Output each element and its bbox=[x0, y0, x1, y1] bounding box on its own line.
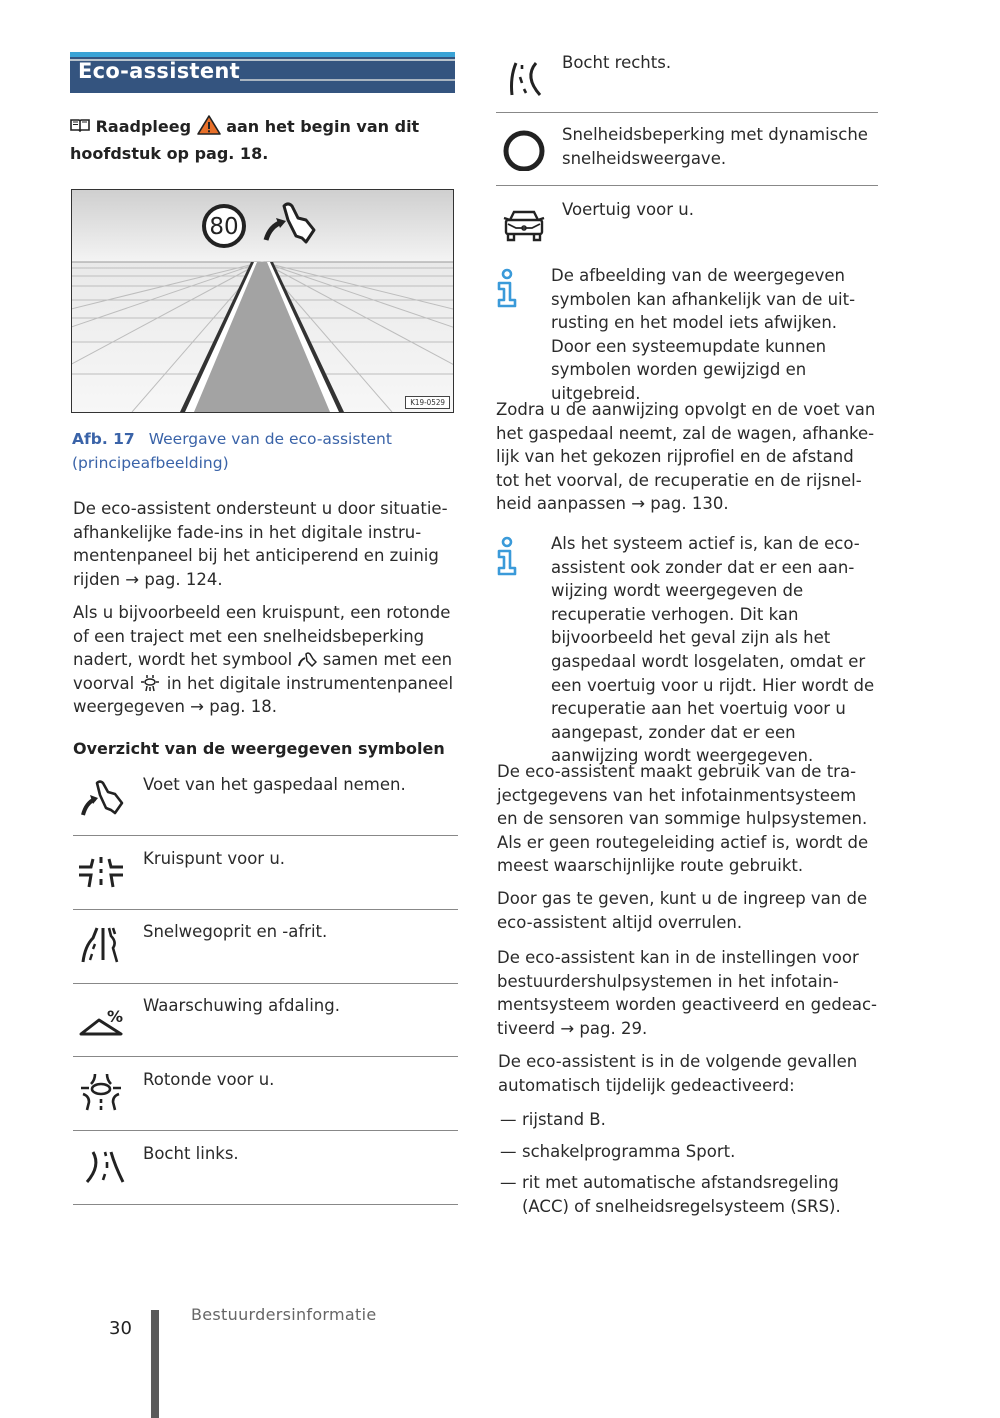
info-note bbox=[496, 264, 880, 406]
symbol-row bbox=[73, 994, 458, 1057]
speed-limit-ring-icon bbox=[500, 127, 548, 171]
header-stripe-2 bbox=[240, 79, 455, 81]
paragraph: Zodra u de aanwijzing opvolgt en de voet van het gaspedaal neemt, zal de wagen, afhankelijk van het gekozen rijprofiel en de afstand tot het voorval, de recuperatie en de rijsnelheid aanpassen → pag. 130. bbox=[496, 400, 876, 514]
intersection-icon bbox=[77, 851, 125, 891]
deactivation-list bbox=[500, 1108, 880, 1226]
info-icon bbox=[496, 536, 518, 576]
info-note-text: Als het systeem actief is, kan de eco-assistent ook zonder dat er een aanwijzing wordt weergegeven de recuperatie verhogen. Dit kan bijvoorbeeld het geval zijn als het gaspedaal wordt losgelaten, omdat er een voertuig voor u rijdt. Hier wordt de recuperatie aan het voertuig voor u aangepast, zonder dat er een aanwijzing wordt weergegeven. bbox=[551, 534, 875, 766]
caption-text: Weergave van de eco-assistent (principeafbeelding) bbox=[72, 430, 392, 472]
symbol-row bbox=[73, 1068, 458, 1131]
roundabout-icon bbox=[77, 1072, 125, 1112]
list-item: — schakelprogramma Sport. bbox=[500, 1140, 880, 1164]
highway-ramp-icon bbox=[77, 924, 125, 964]
info-note-text: De afbeelding van de weergegeven symbolen kan afhankelijk van de uitrusting en het model iets afwijken. Door een systeemupdate kunnen symbolen worden gewijzigd en uitgebreid. bbox=[551, 266, 856, 403]
symbol-label: Voet van het gaspedaal nemen. bbox=[143, 775, 406, 794]
symbol-label: Kruispunt voor u. bbox=[143, 849, 286, 868]
info-note bbox=[496, 532, 880, 768]
symbol-row bbox=[73, 1142, 458, 1205]
page-number: 30 bbox=[109, 1318, 132, 1339]
intro-paragraph: De eco-assistent ondersteunt u door situatieafhankelijke fade-ins in het digitale instrumentenpaneel bij het anticiperend en zuinig rijden → pag. 124. bbox=[73, 499, 448, 589]
symbols-heading: Overzicht van de weergegeven symbolen bbox=[73, 739, 445, 758]
symbol-row bbox=[73, 773, 458, 836]
symbol-label: Bocht rechts. bbox=[562, 53, 672, 72]
symbol-label: Bocht links. bbox=[143, 1144, 239, 1163]
foot-off-pedal-icon bbox=[77, 777, 125, 817]
example-text-2: samen met een voorval bbox=[73, 650, 453, 693]
curve-left-icon bbox=[77, 1146, 125, 1186]
symbol-row bbox=[496, 123, 878, 186]
list-item: — rijstand B. bbox=[500, 1108, 880, 1132]
symbol-row bbox=[496, 51, 878, 113]
footer-section-label: Bestuurdersinformatie bbox=[191, 1305, 377, 1324]
symbol-label: Voertuig voor u. bbox=[562, 200, 694, 219]
example-text-3: in het digitale instrumentenpaneel weergegeven → pag. 18. bbox=[73, 673, 454, 717]
curve-right-icon bbox=[500, 55, 548, 99]
svg-text:%: % bbox=[107, 1007, 124, 1026]
foot-off-pedal-inline-icon bbox=[297, 652, 317, 667]
symbol-row bbox=[73, 920, 458, 984]
info-icon bbox=[496, 268, 518, 308]
paragraph: De eco-assistent is in de volgende gevallen automatisch tijdelijk gedeactiveerd: bbox=[498, 1052, 858, 1095]
warning-triangle-icon bbox=[197, 115, 221, 142]
symbol-label: Snelwegoprit en -afrit. bbox=[143, 922, 328, 941]
reference-text-before: Raadpleeg bbox=[95, 117, 192, 136]
example-text-1: Als u bijvoorbeeld een kruispunt, een rotonde of een traject met een snelheidsbeperking nadert, wordt het symbool bbox=[73, 603, 451, 670]
section-header bbox=[70, 52, 455, 93]
example-paragraph bbox=[73, 601, 458, 719]
roundabout-inline-icon bbox=[139, 674, 161, 692]
symbol-row bbox=[73, 847, 458, 910]
reference-note bbox=[70, 115, 450, 166]
vehicle-ahead-icon bbox=[500, 202, 548, 246]
symbol-label: Waarschuwing afdaling. bbox=[143, 996, 340, 1015]
book-icon bbox=[70, 115, 90, 139]
eco-assistant-figure bbox=[71, 189, 454, 413]
figure-code: K19-0529 bbox=[405, 396, 450, 409]
reference-text-after: aan het begin van dit hoofdstuk op pag. 18. bbox=[70, 117, 420, 163]
symbol-label: Rotonde voor u. bbox=[143, 1070, 275, 1089]
paragraph: De eco-assistent kan in de instellingen voor bestuurdershulpsystemen in het infotainmentsysteem worden geactiveerd en gedeactiveerd → pag. 29. bbox=[497, 948, 878, 1038]
symbol-label: Snelheidsbeperking met dynamische snelheidsweergave. bbox=[562, 125, 868, 168]
footer-divider bbox=[151, 1310, 159, 1418]
caption-number: Afb. 17 bbox=[72, 430, 135, 448]
speed-limit-sign bbox=[204, 206, 244, 246]
downhill-percent-icon bbox=[77, 998, 125, 1038]
paragraph: De eco-assistent maakt gebruik van de trajectgegevens van het infotainmentsysteem en de sensoren van sommige hulpsystemen. Als er geen routegeleiding actief is, wordt de meest waarschijnlijke route gebruikt. bbox=[497, 762, 869, 876]
symbol-row bbox=[496, 198, 878, 248]
paragraph: Door gas te geven, kunt u de ingreep van de eco-assistent altijd overrulen. bbox=[497, 889, 868, 932]
speed-limit-value: 80 bbox=[209, 214, 239, 240]
section-title: Eco-assistent bbox=[78, 59, 240, 83]
figure-caption bbox=[72, 427, 457, 475]
list-item: — rit met automatische afstandsregeling (ACC) of snelheidsregelsysteem (SRS). bbox=[500, 1171, 880, 1218]
